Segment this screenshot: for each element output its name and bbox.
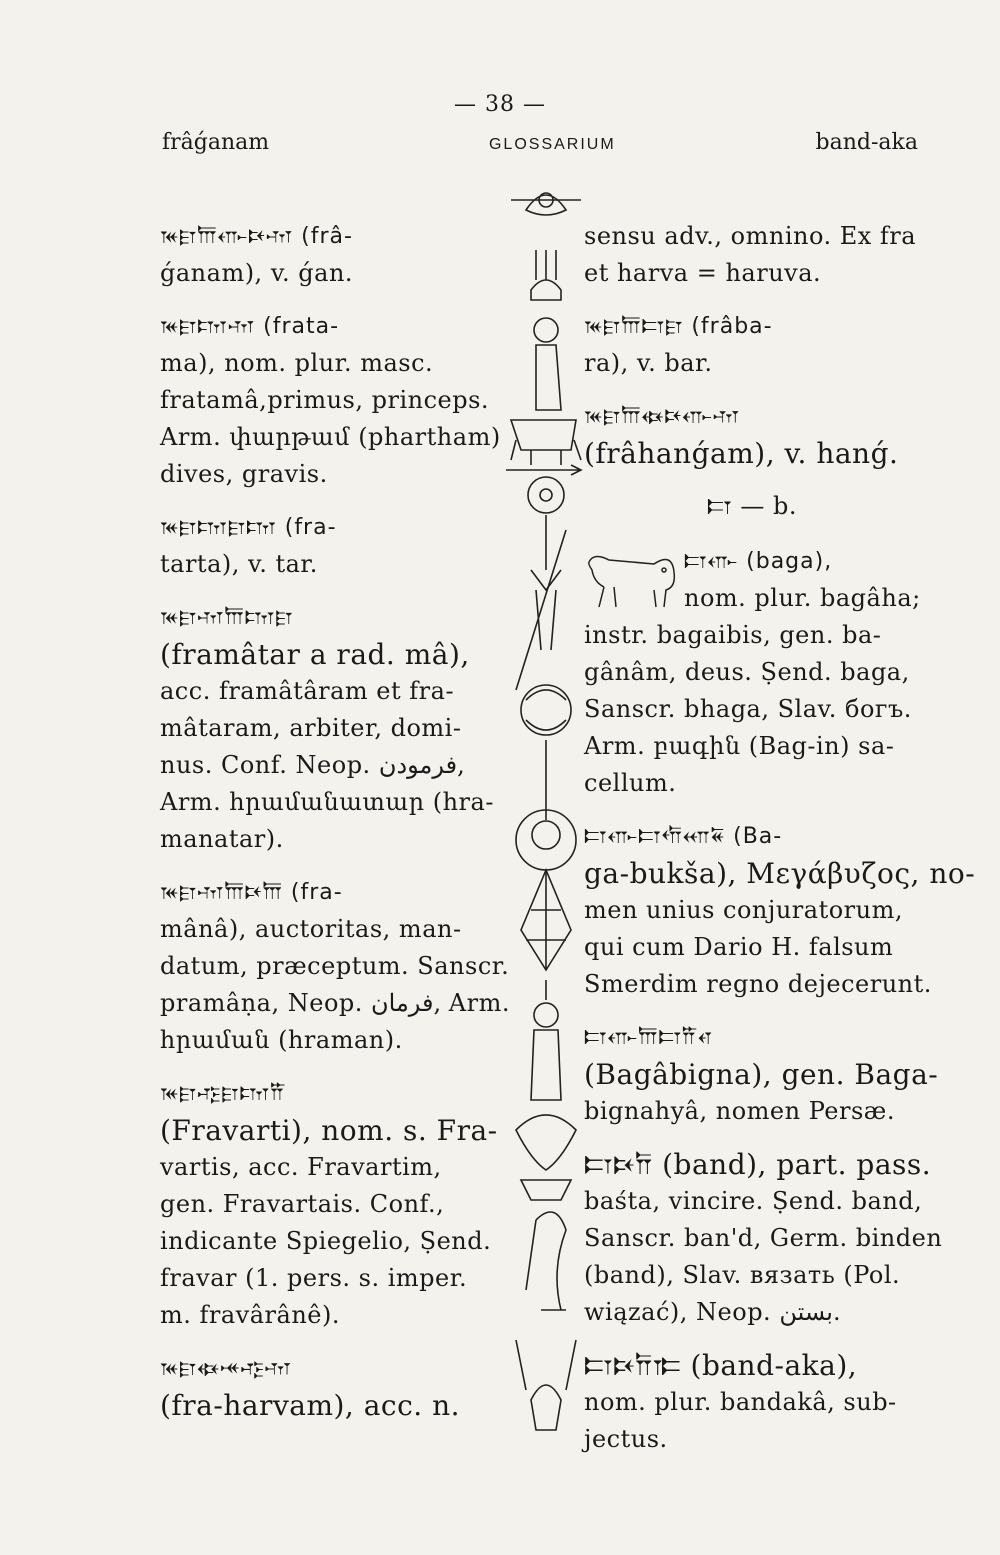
entry-line: Arm. հրամանատար (hra- [160, 788, 494, 816]
entry-line: tarta), v. tar. [160, 550, 318, 578]
entry-line: nom. plur. bandakâ, sub- [584, 1388, 897, 1416]
entry-headword: 𐎲𐎥𐎲𐎢𐎧𐏁 (Ba- [584, 824, 783, 849]
entry-line: fravar (1. pers. s. imper. [160, 1264, 468, 1292]
entry-line: et harva = haruva. [584, 259, 822, 287]
entry-line: հրաման (hraman). [160, 1026, 403, 1054]
running-head-right: band-aka [815, 130, 918, 155]
entry-framana [160, 874, 510, 1059]
entry-line: Arm. բագին (Bag-in) sa- [584, 732, 895, 760]
entry-band [584, 1146, 943, 1331]
entry-headword: 𐎳𐎼𐎠𐎥𐎴𐎶 (frâ- [160, 224, 353, 249]
entry-line: ra), v. bar. [584, 349, 713, 377]
entry-line: instr. bagaibis, gen. ba- [584, 621, 882, 649]
entry-baga [584, 543, 920, 617]
entry-line: jectus. [584, 1425, 668, 1453]
entry-headword: 𐎳𐎼𐏃𐎽𐎺𐎶 [160, 1356, 292, 1381]
entry-line: vartis, acc. Fravartim, [160, 1153, 442, 1181]
entry-line: fratamâ,primus, princeps. [160, 386, 490, 414]
entry-headword: 𐎲𐎴𐎭𐎣 (band-aka), [584, 1349, 858, 1382]
entry-fratarta [160, 509, 505, 583]
entry-headword: 𐎳𐎼𐎠𐏃𐎴𐎥𐎶 [584, 404, 741, 429]
entry-line: qui cum Dario H. falsum [584, 933, 894, 961]
entry-headword: 𐎳𐎼𐎫𐎼𐎫 (fra- [160, 515, 337, 540]
entry-headword: 𐎳𐎼𐎺𐎼𐎫𐎡 [160, 1081, 287, 1106]
entry-line: (fra-harvam), acc. n. [160, 1389, 461, 1422]
entry-line: (Bagâbigna), gen. Baga- [584, 1058, 939, 1091]
entry-bagabigna [584, 1019, 939, 1130]
entry-line: indicante Spiegelio, Ṣend. [160, 1227, 492, 1255]
entry-bagabuksa [584, 818, 976, 1003]
entry-frahangam [584, 398, 920, 472]
entry-line: nus. Conf. Neop. فرمودن, [160, 751, 465, 779]
entry-fraharvam-cont [584, 218, 920, 292]
entry-headword: 𐎲𐎥𐎠𐎲𐎡𐎤 [584, 1025, 714, 1050]
entry-frabara [584, 308, 920, 382]
entry-line: ma), nom. plur. masc. [160, 349, 434, 377]
entry-headword: 𐎲𐎥 (baga), [684, 549, 833, 574]
entry-line: cellum. [584, 769, 677, 797]
entry-line: manatar). [160, 825, 284, 853]
entry-line: mâtaram, arbiter, domi- [160, 714, 462, 742]
entry-line: Smerdim regno dejecerunt. [584, 970, 932, 998]
entry-headword: 𐎳𐎼𐎶𐎠𐎴𐎠 (fra- [160, 880, 343, 905]
entry-framatar [160, 599, 505, 858]
entry-fratama [160, 308, 505, 493]
entry-line: wiązać), Neop. بستن. [584, 1298, 841, 1326]
entry-line: bignahyâ, nomen Persæ. [584, 1097, 895, 1125]
entry-fravarti [160, 1075, 505, 1334]
entry-headword: 𐎳𐎼𐎶𐎠𐎫𐎼 [160, 605, 294, 630]
running-head-left: frâǵanam [162, 130, 270, 155]
entry-line: Arm. փարթամ (phartham) [160, 423, 501, 451]
entry-line: pramâṇa, Neop. فرمان, Arm. [160, 989, 510, 1017]
entry-baga-body [584, 617, 920, 802]
entry-fraharvam [160, 1350, 505, 1424]
entry-line: datum, præceptum. Sanscr. [160, 952, 510, 980]
entry-line: gânâm, deus. Ṣend. baga, [584, 658, 910, 686]
entry-bandaka [584, 1347, 920, 1458]
entry-line: sensu adv., omnino. Ex fra [584, 222, 917, 250]
left-column [160, 218, 510, 1440]
entry-line: mânâ), auctoritas, man- [160, 915, 462, 943]
entry-line: (band), Slav. вязать (Pol. [584, 1261, 901, 1289]
entry-headword: 𐎲𐎴𐎭 (band), part. pass. [584, 1148, 932, 1181]
right-column [584, 218, 976, 1474]
entry-headword: 𐎳𐎼𐎠𐎲𐎼 (frâba- [584, 314, 773, 339]
entry-line: m. fravârânê). [160, 1301, 340, 1329]
entry-line: (framâtar a rad. mâ), [160, 638, 470, 671]
entry-line: nom. plur. bagâha; [684, 584, 921, 612]
decorative-figure-column [506, 170, 586, 1440]
running-head-center: GLOSSARIUM [488, 136, 616, 153]
entry-line: ǵanam), v. ǵan. [160, 259, 354, 287]
entry-fraganam [160, 218, 505, 292]
section-letter-b: 𐎲 — b. [707, 492, 797, 520]
entry-line: Sanscr. ban'd, Germ. binden [584, 1224, 943, 1252]
entry-line: baśta, vincire. Ṣend. band, [584, 1187, 923, 1215]
entry-line: men unius conjuratorum, [584, 896, 903, 924]
entry-line: dives, gravis. [160, 460, 328, 488]
running-head [162, 130, 918, 155]
entry-line: ga-bukša), Μεγάβυζος, no- [584, 857, 976, 890]
entry-headword: 𐎳𐎼𐎫𐎶 (frata- [160, 314, 340, 339]
entry-line: gen. Fravartais. Conf., [160, 1190, 445, 1218]
page-number: — 38 — [454, 92, 546, 117]
entry-line: (Fravarti), nom. s. Fra- [160, 1114, 498, 1147]
entry-line: acc. framâtâram et fra- [160, 677, 455, 705]
entry-line: Sanscr. bhaga, Slav. богъ. [584, 695, 912, 723]
entry-line: (frâhanǵam), v. hanǵ. [584, 437, 899, 470]
